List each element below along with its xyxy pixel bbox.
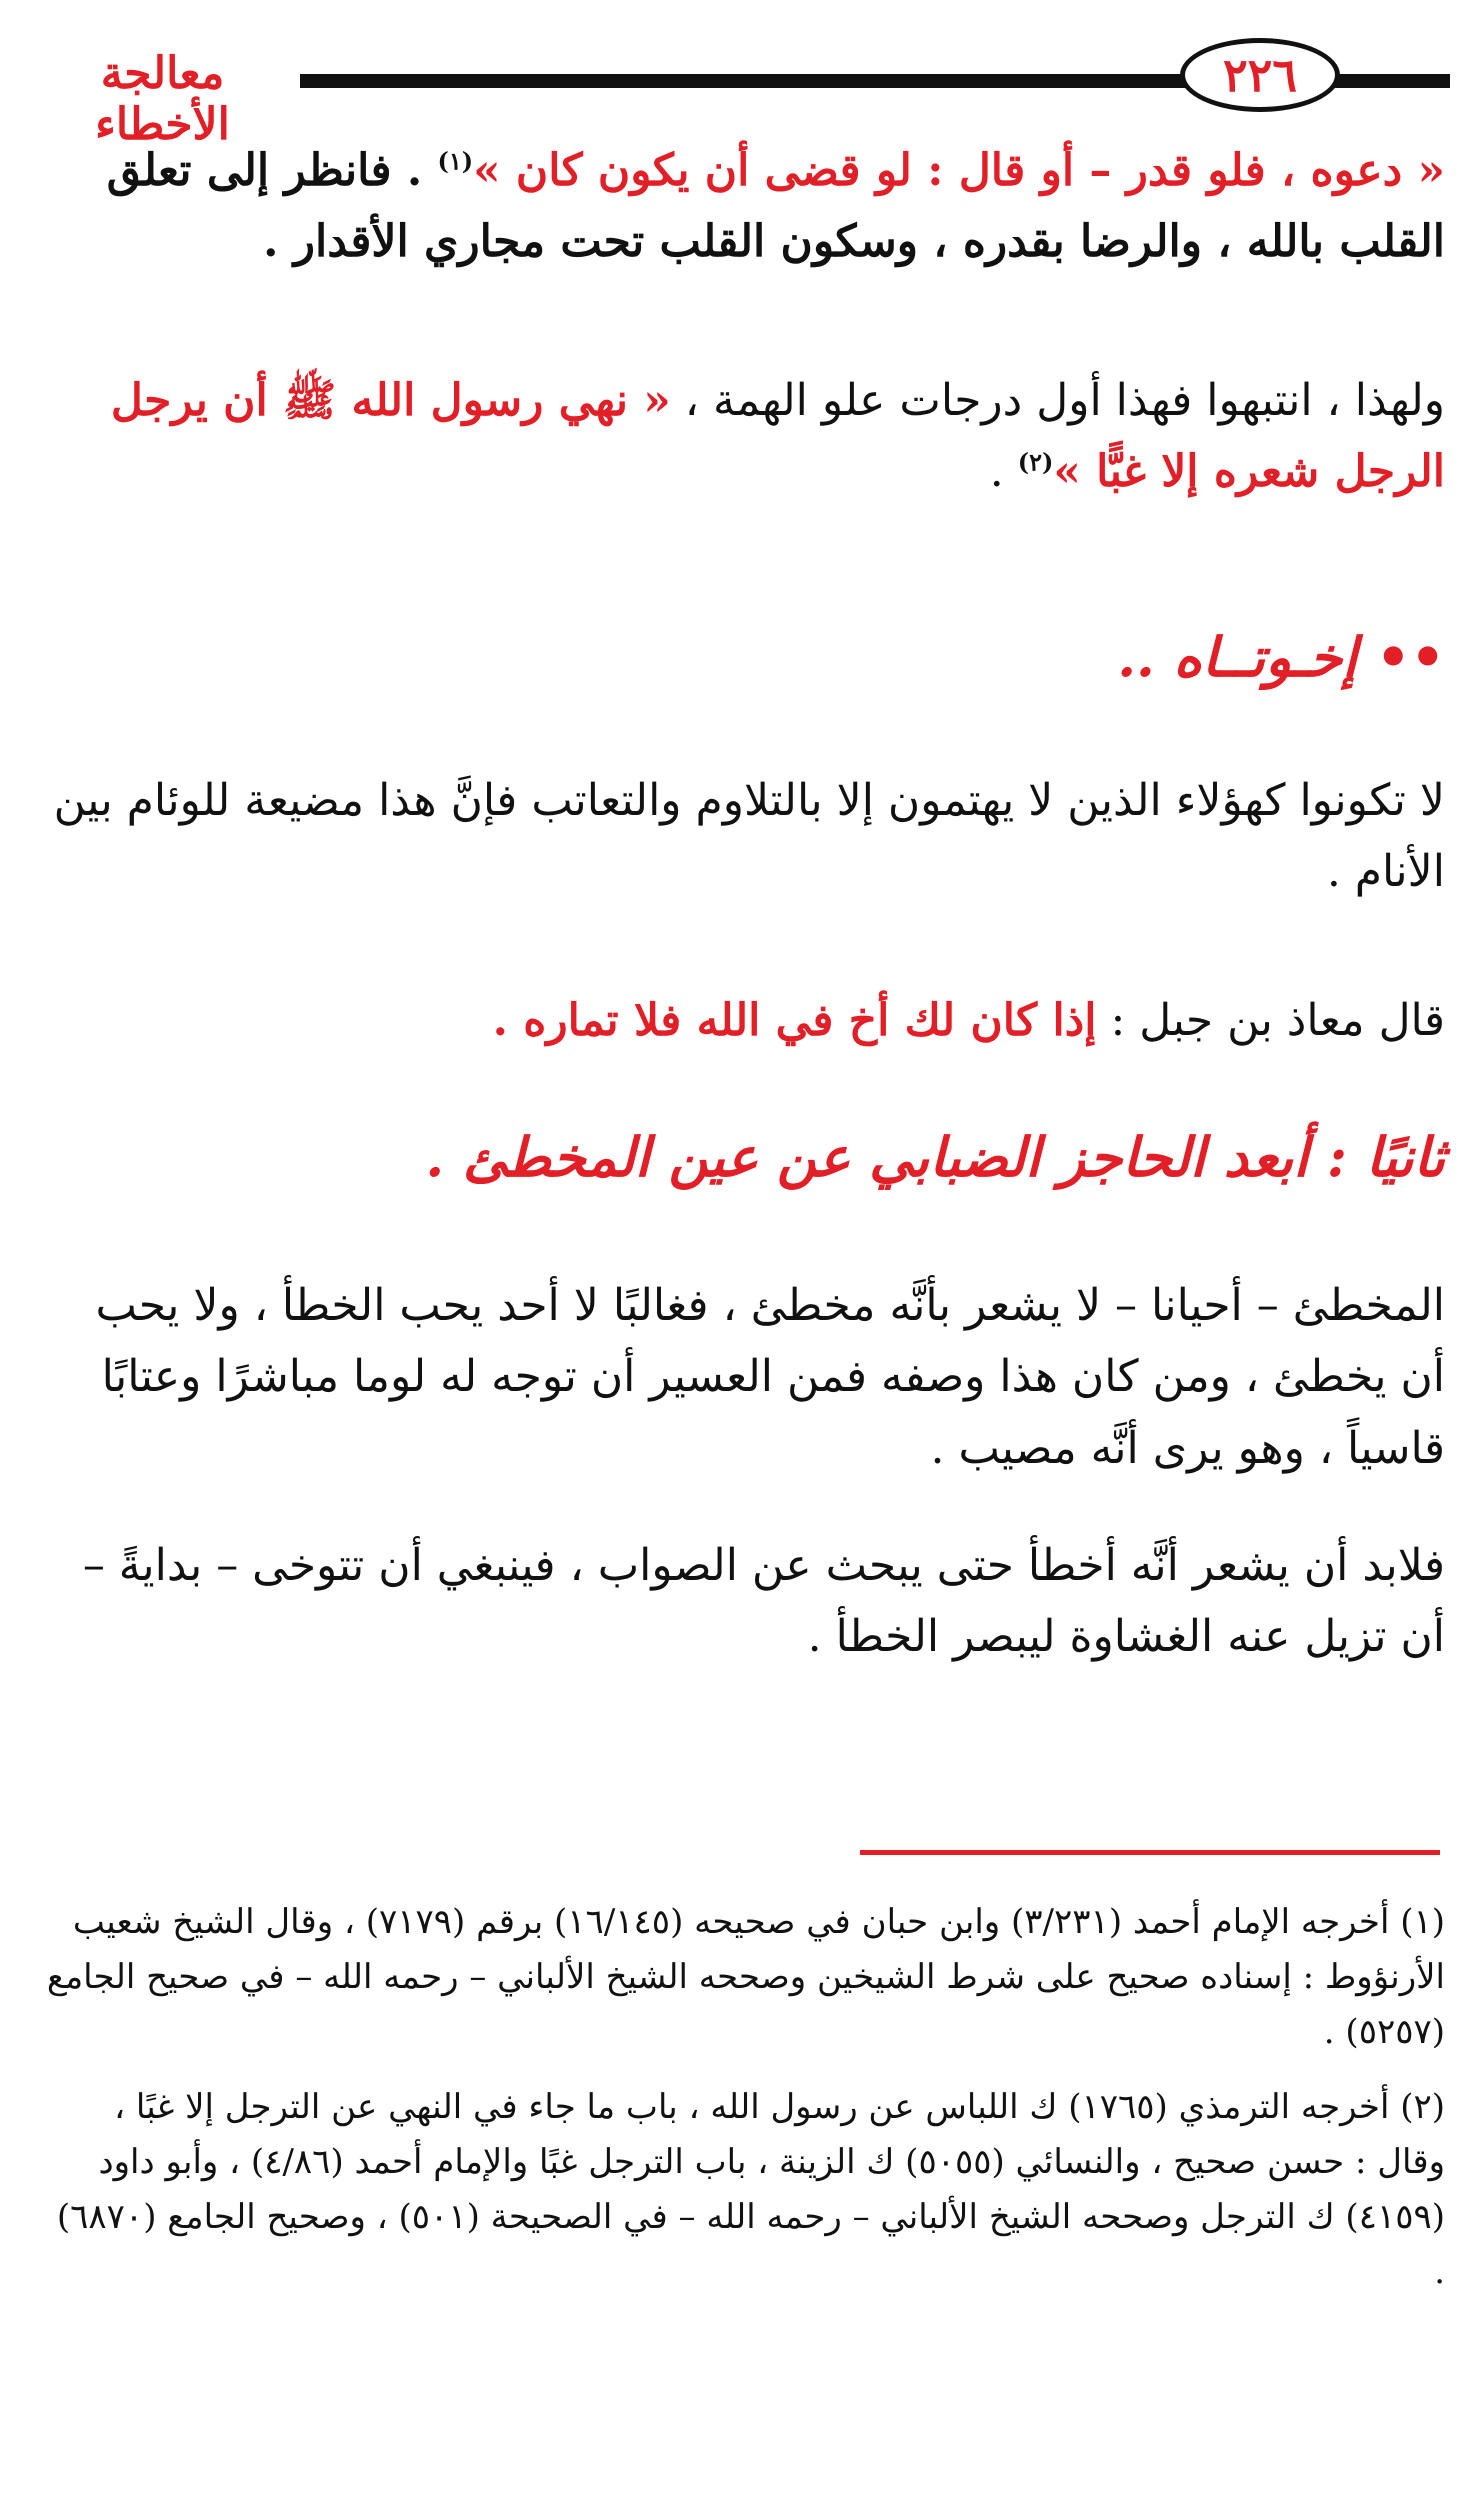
footnote-2-text: أخرجه الترمذي (١٧٦٥) ك اللباس عن رسول الله ، باب ما جاء في النهي عن الترجل إلا غبًا ، وقال : حسن صحيح ، والنسائي (٥٠٥٥) ك الزينة ، باب الترجل غبًا والإمام أحمد (٤/٨٦) ، وأبو داود (٤١٥٩) ك الترجل وصححه الشيخ الألباني – رحمه الله – في الصحيحة (٥٠١) ، وصحيح الجامع (٦٨٧٠) .	[56, 2087, 1445, 2293]
paragraph-4-intro: قال معاذ بن جبل :	[1096, 995, 1445, 1046]
paragraph-2-end: .	[989, 446, 1018, 498]
muadh-quote: إذا كان لك أخ في الله فلا تماره .	[492, 995, 1097, 1046]
footnote-1-text: أخرجه الإمام أحمد (٣/٢٣١) وابن حبان في صحيحه (١٦/١٤٥) برقم (٧١٧٩) ، وقال الشيخ شعيب الأرنؤوط : إسناده صحيح على شرط الشيخين وصححه الشيخ الألباني – رحمه الله – في صحيح الجامع (٥٢٥٧) .	[46, 1902, 1445, 2053]
paragraph-5: المخطئ – أحيانا – لا يشعر بأنَّه مخطئ ، فغالبًا لا أحد يحب الخطأ ، ولا يحب أن يخطئ ، ومن كان هذا وصفه فمن العسير أن توجه له لوما مباشرًا وعتابًا قاسياً ، وهو يرى أنَّه مصيب .	[95, 1280, 1445, 1474]
page-number: ٢٢٦	[1180, 38, 1340, 112]
hadith-quote-2: « نهي رسول الله ﷺ أن يرجل الرجل شعره إلا غبًّا »	[110, 375, 1445, 498]
footnote-1	[40, 1895, 1445, 2060]
footnote-2-number: (٢)	[1400, 2087, 1445, 2127]
paragraph-1	[40, 135, 1445, 278]
paragraph-3: لا تكونوا كهؤلاء الذين لا يهتمون إلا بالتلاوم والتعاتب فإنَّ هذا مضيعة للوئام بين الأنام .	[53, 775, 1445, 898]
footnote-ref-1: (١)	[437, 146, 474, 176]
paragraph-6: فلابد أن يشعر أنَّه أخطأ حتى يبحث عن الصواب ، فينبغي أن تتوخى – بدايةً – أن تزيل عنه الغشاوة ليبصر الخطأ .	[82, 1540, 1445, 1663]
footnote-ref-2: (٢)	[1017, 447, 1054, 477]
hadith-quote-1: « دعوه ، فلو قدر – أو قال : لو قضى أن يكون كان »	[473, 145, 1445, 196]
section-heading-secondly: ثانيًا : أبعد الحاجز الضبابي عن عين المخطئ .	[425, 1125, 1445, 1189]
paragraph-2	[40, 365, 1445, 508]
paragraph-1-text: . فانظر إلى تعلق القلب بالله ، والرضا بقدره ، وسكون القلب تحت مجاري الأقدار .	[106, 145, 1445, 268]
footnote-2	[40, 2080, 1445, 2300]
paragraph-2-intro: ولهذا ، انتبهوا فهذا أول درجات علو الهمة ،	[670, 375, 1445, 426]
footnote-1-number: (١)	[1400, 1902, 1445, 1942]
footnote-separator	[860, 1850, 1440, 1855]
running-title: معالجة الأخطاء	[95, 48, 230, 150]
paragraph-4	[40, 985, 1445, 1056]
section-heading-brothers: •• إخـوتــاه ..	[1117, 625, 1445, 689]
